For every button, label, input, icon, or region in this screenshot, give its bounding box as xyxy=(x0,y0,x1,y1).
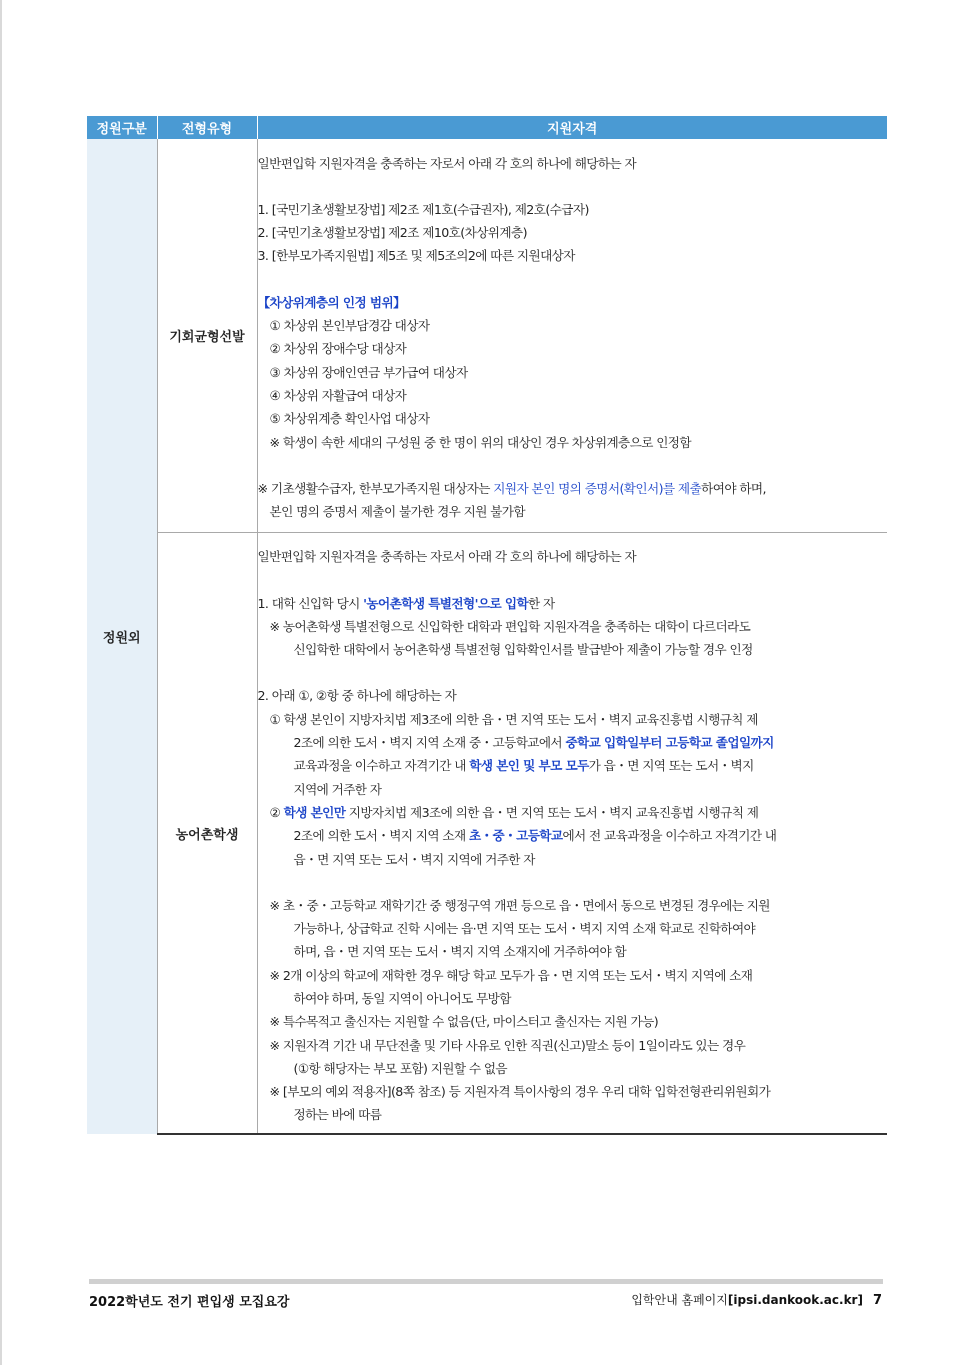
footer-homepage xyxy=(631,1291,882,1308)
highlight-text: 지원자 본인 명의 증명서(확인서)를 제출 xyxy=(493,480,702,496)
text-line: ※ 2개 이상의 학교에 재학한 경우 해당 학교 모두가 읍・면 지역 또는 도서・벽지 지역에 소재 xyxy=(269,967,753,983)
text-line: ② 차상위 장애수당 대상자 xyxy=(269,341,407,357)
text-line xyxy=(258,801,888,824)
text-line: ※ 농어촌학생 특별전형으로 신입학한 대학과 편입학 지원자격을 충족하는 대학이 다르더라도 xyxy=(269,618,751,634)
text-line xyxy=(258,824,888,847)
text-line: ⑤ 차상위계층 확인사업 대상자 xyxy=(269,411,430,427)
table-row xyxy=(87,139,887,533)
text-line: ④ 차상위 자활급여 대상자 xyxy=(269,387,407,403)
highlight-text: 중학교 입학일부터 고등학교 졸업일까지 xyxy=(565,735,774,751)
text-line: 지역에 거주한 자 xyxy=(293,781,382,797)
header-category: 정원구분 xyxy=(87,116,157,139)
text-line xyxy=(258,731,888,754)
text-segment: ※ 기초생활수급자, 한부모가족지원 대상자는 xyxy=(257,480,494,496)
text-line: ① 차상위 본인부담경감 대상자 xyxy=(269,318,430,334)
text-line: 2. [국민기초생활보장법] 제2조 제10호(차상위계층) xyxy=(257,225,527,241)
text-line: 가능하나, 상급학교 진학 시에는 읍·면 지역 또는 도서・벽지 지역 소재 학교로 진학하여야 xyxy=(293,921,756,937)
text-line: 일반편입학 지원자격을 충족하는 자로서 아래 각 호의 하나에 해당하는 자 xyxy=(257,155,637,171)
text-line: 일반편입학 지원자격을 충족하는 자로서 아래 각 호의 하나에 해당하는 자 xyxy=(257,549,637,565)
homepage-link[interactable]: [ipsi.dankook.ac.kr] xyxy=(727,1293,863,1307)
eligibility-cell-opportunity xyxy=(257,139,887,533)
table-row xyxy=(87,533,887,1135)
text-line: ① 학생 본인이 지방자치법 제3조에 의한 읍・면 지역 또는 도서・벽지 교육진흥법 시행규칙 제 xyxy=(269,711,758,727)
type-cell-opportunity: 기회균형선발 xyxy=(157,139,257,533)
text-line: (①항 해당자는 부모 포함) 지원할 수 없음 xyxy=(293,1060,508,1076)
text-line: ※ 초・중・고등학교 재학기간 중 행정구역 개편 등으로 읍・면에서 동으로 변경된 경우에는 지원 xyxy=(269,897,770,913)
highlight-text: 초・중・고등학교 xyxy=(468,828,563,844)
text-line: 1. [국민기초생활보장법] 제2조 제1호(수급권자), 제2호(수급자) xyxy=(257,201,589,217)
text-line: 읍・면 지역 또는 도서・벽지 지역에 거주한 자 xyxy=(293,851,535,867)
text-line: 2. 아래 ①, ②항 중 하나에 해당하는 자 xyxy=(257,688,457,704)
text-line: 하여야 하며, 동일 지역이 아니어도 무방함 xyxy=(293,990,511,1006)
section-heading: 【차상위계층의 인정 범위】 xyxy=(257,294,406,310)
text-line: ※ 특수목적고 출신자는 지원할 수 없음(단, 마이스터고 출신자는 지원 가능) xyxy=(269,1014,659,1030)
text-line: 3. [한부모가족지원법] 제5조 및 제5조의2에 따른 지원대상자 xyxy=(257,248,575,264)
text-segment: 하여야 하며, xyxy=(701,480,766,496)
eligibility-table xyxy=(87,116,887,1135)
text-segment: ② xyxy=(269,804,284,820)
text-line: 정하는 바에 따름 xyxy=(293,1107,382,1123)
text-segment: 1. 대학 신입학 당시 xyxy=(257,595,364,611)
text-line: 본인 명의 증명서 제출이 불가한 경우 지원 불가함 xyxy=(269,504,525,520)
text-segment: 2조에 의한 도서・벽지 지역 소재 xyxy=(293,828,469,844)
text-segment: 가 읍・면 지역 또는 도서・벽지 xyxy=(588,758,754,774)
text-segment: 에서 전 교육과정을 이수하고 자격기간 내 xyxy=(562,828,777,844)
text-line xyxy=(258,592,888,615)
category-cell: 정원외 xyxy=(87,139,157,1134)
text-line: ※ 지원자격 기간 내 무단전출 및 기타 사유로 인한 직권(신고)말소 등이 1일이라도 있는 경우 xyxy=(269,1037,746,1053)
footer-title: 2022학년도 전기 편입생 모집요강 xyxy=(89,1295,290,1310)
text-segment: 2조에 의한 도서・벽지 지역 소재 중・고등학교에서 xyxy=(293,735,566,751)
text-segment: 교육과정을 이수하고 자격기간 내 xyxy=(293,758,470,774)
text-line: 신입학한 대학에서 농어촌학생 특별전형 입학확인서를 발급받아 제출이 가능할 경우 인정 xyxy=(293,642,753,658)
text-line xyxy=(258,477,888,500)
type-cell-rural: 농어촌학생 xyxy=(157,533,257,1135)
table-header-row xyxy=(87,116,887,139)
text-line: 하며, 읍・면 지역 또는 도서・벽지 지역 소재지에 거주하여야 함 xyxy=(293,944,627,960)
text-segment: 한 자 xyxy=(528,595,555,611)
homepage-label: 입학안내 홈페이지 xyxy=(631,1293,728,1307)
text-line: ※ 학생이 속한 세대의 구성원 중 한 명이 위의 대상인 경우 차상위계층으로 인정함 xyxy=(269,434,691,450)
page-left-edge xyxy=(0,0,2,1365)
highlight-text: 학생 본인 및 부모 모두 xyxy=(469,758,589,774)
eligibility-cell-rural xyxy=(257,533,887,1135)
page-number: 7 xyxy=(872,1293,882,1308)
header-type: 전형유형 xyxy=(157,116,257,139)
text-line xyxy=(258,754,888,777)
text-segment: 지방자치법 제3조에 의한 읍・면 지역 또는 도서・벽지 교육진흥법 시행규칙 제 xyxy=(345,804,759,820)
highlight-text: 학생 본인만 xyxy=(283,804,346,820)
text-line: ※ [부모의 예외 적용자](8쪽 참조) 등 지원자격 특이사항의 경우 우리 대학 입학전형관리위원회가 xyxy=(269,1084,771,1100)
header-eligibility: 지원자격 xyxy=(257,116,887,139)
highlight-text: '농어촌학생 특별전형'으로 입학 xyxy=(363,595,529,611)
text-line: ③ 차상위 장애인연금 부가급여 대상자 xyxy=(269,364,468,380)
footer-divider xyxy=(89,1279,883,1284)
